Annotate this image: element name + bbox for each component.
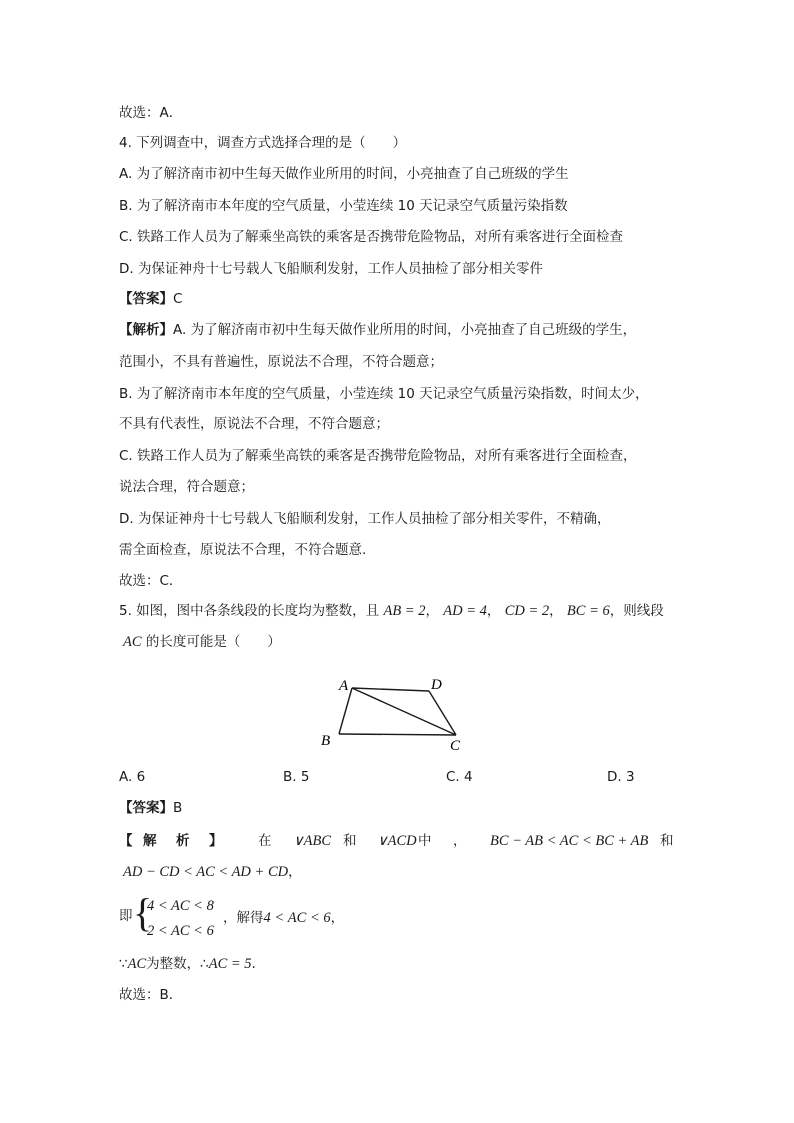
final-value: AC = 5 — [208, 956, 252, 972]
inequality-ad-cd: AD − CD < AC < AD + CD — [123, 864, 289, 880]
system-prefix: 即 — [119, 908, 133, 924]
analysis-label-part: 】 — [209, 833, 223, 849]
segment-ac: AC — [127, 956, 147, 972]
q5-conclusion: 故选：B． — [119, 987, 183, 1003]
analysis-comma: ， — [288, 864, 302, 880]
solution-text: ，解得 — [223, 910, 264, 926]
point-d-label: D — [431, 677, 442, 693]
q5-analysis-line-2 — [123, 863, 302, 881]
system-brace: { — [133, 890, 153, 935]
analysis-text: 在 — [258, 833, 272, 849]
q5-stem-question: 的长度可能是（ ） — [145, 634, 281, 650]
q4-analysis-line-2: 范围小，不具有普遍性，原说法不合理，不符合题意； — [119, 354, 443, 370]
q4-analysis-line-6: 说法合理，符合题意； — [119, 479, 254, 495]
integer-text: 为整数，∴ — [146, 956, 209, 972]
q5-option-b: B. 5 — [283, 769, 310, 785]
segment-ab — [339, 688, 352, 734]
q4-analysis-line-8: 需全面检查，原说法不合理，不符合题意. — [119, 542, 367, 558]
q4-stem: 4. 下列调查中，调查方式选择合理的是（ ） — [119, 135, 407, 151]
q4-analysis-line-1 — [119, 321, 636, 339]
solution-comma: ， — [330, 910, 345, 926]
q5-option-a: A. 6 — [119, 769, 146, 785]
system-row-1: 4 < AC < 8 — [147, 898, 214, 914]
q5-comma-1: ， — [425, 603, 439, 619]
analysis-label: 【解析】 — [119, 322, 173, 338]
q4-analysis-line-3: B. 为了解济南市本年度的空气质量，小莹连续 10 天记录空气质量污染指数，时间太少， — [119, 386, 649, 402]
because-symbol: ∵ — [119, 956, 128, 972]
q4-analysis-line-5: C. 铁路工作人员为了解乘坐高铁的乘客是否携带危险物品，对所有乘客进行全面检查， — [119, 448, 637, 464]
point-a-label: A — [339, 678, 349, 694]
q4-option-d: D. 为保证神舟十七号载人飞船顺利发射，工作人员抽检了部分相关零件 — [119, 261, 543, 277]
final-period: . — [251, 956, 256, 972]
q5-given-bc: BC = 6 — [566, 603, 610, 619]
q3-conclusion: 故选：A． — [119, 105, 183, 121]
q4-conclusion: 故选：C． — [119, 573, 183, 589]
system-row-2: 2 < AC < 6 — [147, 923, 214, 939]
analysis-text: A. 为了解济南市初中生每天做作业所用的时间，小亮抽查了自己班级的学生， — [173, 322, 637, 338]
q5-option-d: D. 3 — [607, 769, 635, 785]
triangle-acd: ∨ACD — [377, 833, 417, 849]
analysis-label-part: 析 — [176, 833, 190, 849]
answer-value: B — [173, 800, 183, 816]
point-b-label: B — [321, 733, 331, 749]
q5-integer-line — [119, 955, 256, 973]
analysis-text: 中 — [418, 833, 432, 849]
analysis-label-part: 【 — [119, 833, 133, 849]
q4-analysis-line-4: 不具有代表性，原说法不合理，不符合题意； — [119, 416, 389, 432]
system-solution — [223, 909, 344, 927]
q4-option-c: C. 铁路工作人员为了解乘坐高铁的乘客是否携带危险物品，对所有乘客进行全面检查 — [119, 229, 624, 245]
q4-option-a: A. 为了解济南市初中生每天做作业所用的时间，小亮抽查了自己班级的学生 — [119, 166, 569, 182]
q4-option-b: B. 为了解济南市本年度的空气质量，小莹连续 10 天记录空气质量污染指数 — [119, 198, 568, 214]
segment-bc — [339, 734, 456, 735]
q4-answer — [119, 290, 182, 308]
analysis-text: 和 — [660, 833, 674, 849]
segment-ad — [352, 688, 429, 691]
q5-comma-2: ， — [486, 603, 501, 619]
answer-label: 【答案】 — [119, 800, 173, 816]
answer-value: C — [173, 291, 183, 307]
point-c-label: C — [450, 738, 461, 754]
q5-answer — [119, 799, 182, 817]
analysis-label-part: 解 — [143, 833, 157, 849]
inequality-bc-ab: BC − AB < AC < BC + AB — [490, 833, 649, 849]
q5-comma-3: ， — [549, 603, 563, 619]
answer-label: 【答案】 — [119, 291, 173, 307]
q5-stem-text: 5. 如图，图中各条线段的长度均为整数，且 — [119, 603, 380, 619]
q5-stem-line-2 — [123, 633, 281, 651]
q5-given-ad: AD = 4 — [443, 603, 487, 619]
segment-dc — [429, 691, 456, 735]
analysis-comma: ， — [453, 833, 467, 849]
q5-segment-ac: AC — [123, 634, 142, 650]
q5-stem-line-1 — [119, 602, 664, 620]
analysis-text: 和 — [343, 833, 357, 849]
q4-analysis-line-7: D. 为保证神舟十七号载人飞船顺利发射，工作人员抽检了部分相关零件，不精确， — [119, 511, 611, 527]
solution-range: 4 < AC < 6 — [263, 910, 331, 926]
triangle-abc: ∨ABC — [293, 833, 331, 849]
q5-stem-tail: ，则线段 — [609, 603, 664, 619]
q5-option-c: C. 4 — [446, 769, 473, 785]
segment-ac — [352, 688, 456, 735]
q5-given-cd: CD = 2 — [504, 603, 550, 619]
q5-given-ab: AB = 2 — [383, 603, 426, 619]
